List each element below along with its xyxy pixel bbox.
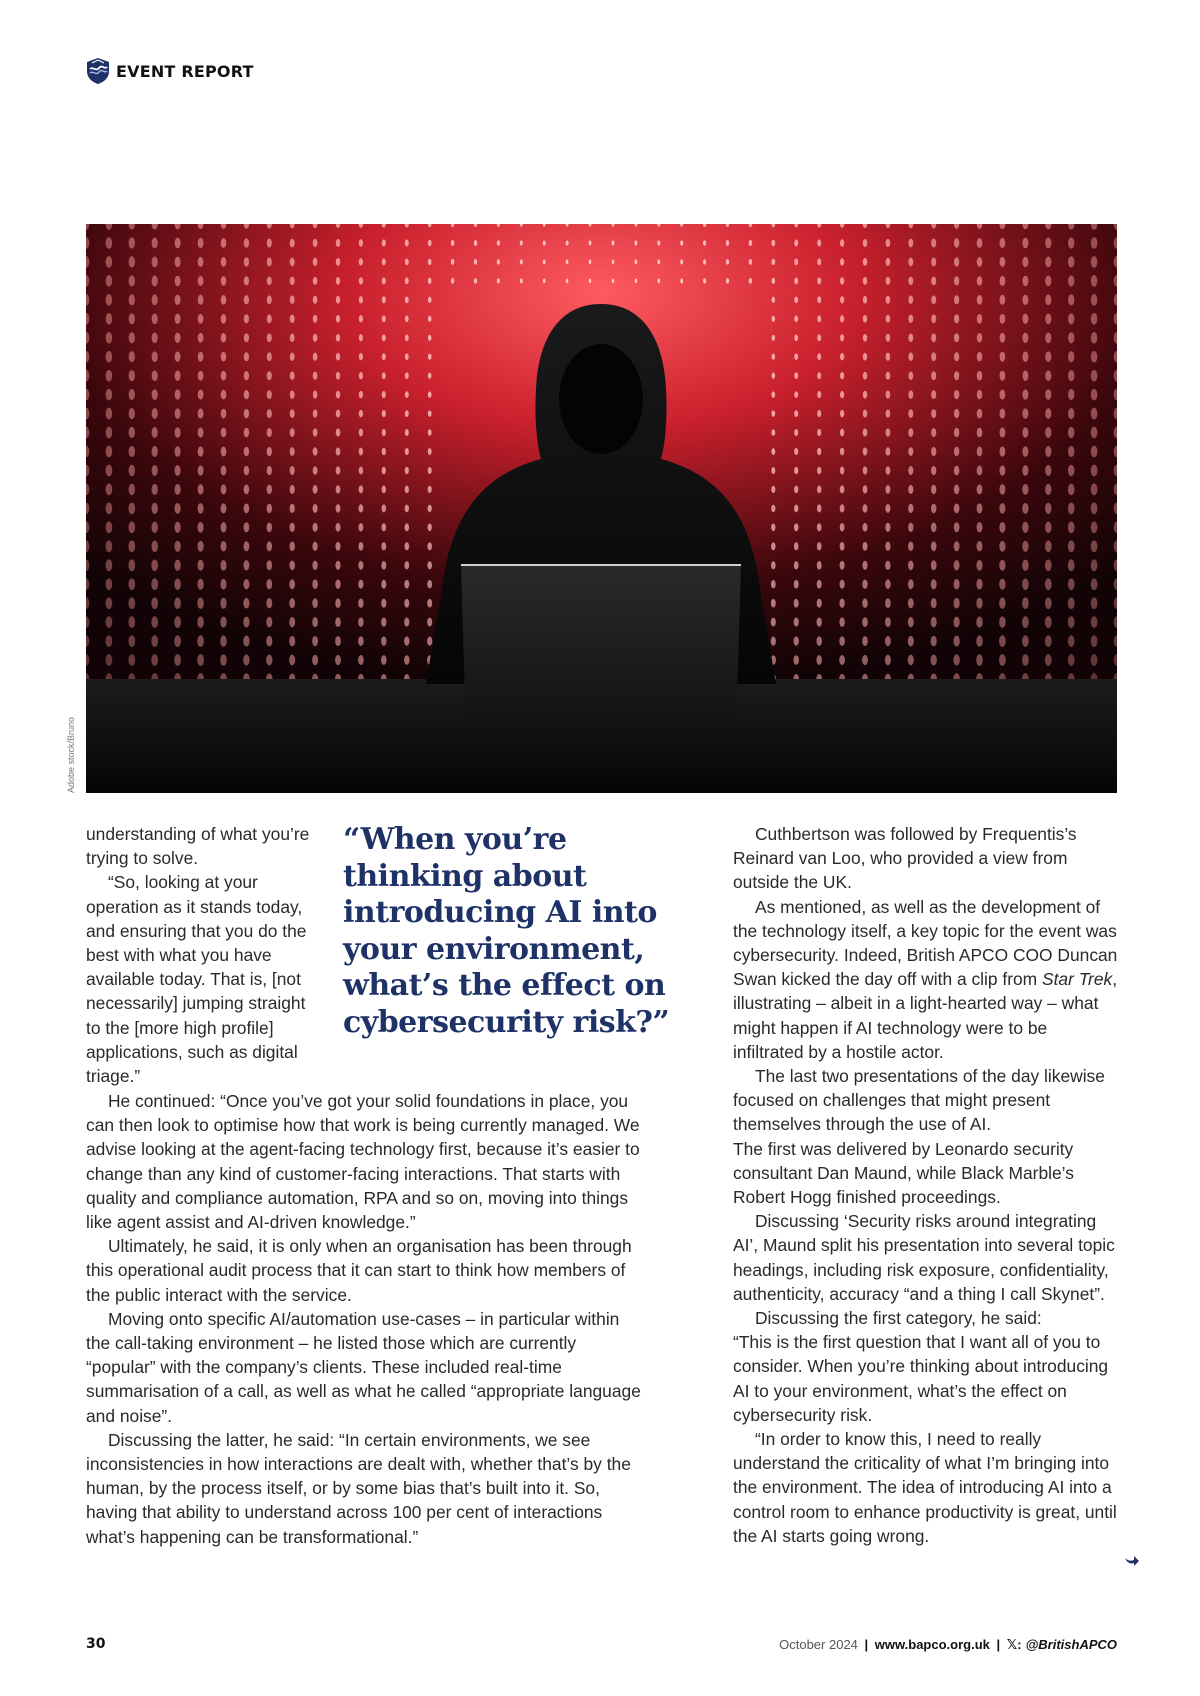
paragraph: Ultimately, he said, it is only when an organisation has been through this operational audit process that it can start to think how members of the public interact with the service.: [86, 1236, 632, 1305]
paragraph: “So, looking at your operation as it stands today, and ensuring that you do the best with what you have available today. That is, [not necessarily] jumping straight to the [more high profile] applications, such as digital triage.”: [86, 872, 307, 1087]
x-icon: 𝕏:: [1006, 1637, 1022, 1652]
page-number: 30: [86, 1636, 106, 1652]
paragraph: Discussing the latter, he said: “In certain environments, we see inconsistencies in how interactions are dealt with, whether that’s by the human, by the process itself, or by some bias that’s built into it. So, having that ability to understand across 100 per cent of interactions what’s happening can be transformational.”: [86, 1429, 631, 1547]
column-1-bottom: [86, 1089, 642, 1549]
paragraph: “This is the first question that I want all of you to consider. When you’re thinking about introducing AI to your environment, what’s the effect on cybersecurity risk.: [733, 1332, 1109, 1425]
section-header: [86, 57, 254, 85]
column-1-top: [86, 822, 322, 1088]
paragraph: He continued: “Once you’ve got your solid foundations in place, you can then look to optimise how that work is being currently managed. We advise looking at the agent-facing technology first, because it’s easier to change than any kind of customer-facing interactions. That starts with quality and compliance automation, RPA and so on, moving into things like agent assist and AI-driven knowledge.”: [86, 1091, 640, 1233]
paragraph: understanding of what you’re trying to solve.: [86, 824, 310, 869]
separator: |: [864, 1637, 869, 1652]
social-handle-link[interactable]: @BritishAPCO: [1025, 1637, 1117, 1652]
column-3: [733, 822, 1119, 1548]
hero-image: [86, 224, 1117, 793]
paragraph: [733, 895, 1119, 1064]
bapco-shield-icon: [86, 57, 110, 85]
paragraph: Discussing the first category, he said:: [755, 1308, 1042, 1329]
image-credit: Adobe stock/Bruno: [66, 716, 76, 793]
paragraph: “In order to know this, I need to really understand the criticality of what I’m bringing into the environment. The idea of introducing AI into a control room to enhance productivity is great, until the AI starts going wrong.: [733, 1429, 1117, 1546]
website-link[interactable]: www.bapco.org.uk: [874, 1637, 990, 1652]
paragraph: Cuthbertson was followed by Frequentis’s Reinard van Loo, who provided a view from outside the UK.: [733, 824, 1077, 893]
hooded-hacker-illustration: [86, 224, 1117, 793]
section-label: EVENT REPORT: [116, 61, 254, 81]
show-title: Star Trek: [1042, 969, 1113, 990]
paragraph-text: , illustrating – albeit in a light-hearted way – what might happen if AI technology were to be infiltrated by a hostile actor.: [733, 969, 1118, 1062]
pull-quote: “When you’re thinking about introducing AI into your environment, what’s the effect on cybersecurity risk?”: [343, 822, 670, 1040]
paragraph: The first was delivered by Leonardo security consultant Dan Maund, while Black Marble’s Robert Hogg finished proceedings.: [733, 1138, 1074, 1208]
paragraph-text: As mentioned, as well as the development of the technology itself, a key topic for the event was cybersecurity. Indeed, British APCO COO Duncan Swan kicked the day off with a clip from: [733, 896, 1118, 990]
footer-info: [779, 1637, 1117, 1653]
paragraph: The last two presentations of the day likewise focused on challenges that might present themselves through the use of AI.: [733, 1066, 1105, 1135]
paragraph: Moving onto specific AI/automation use-cases – in particular within the call-taking environment – he listed those which are currently “popular” with the company’s clients. These included real-time summarisation of a call, as well as what he called “appropriate language and noise”.: [86, 1308, 641, 1426]
issue-date: October 2024: [779, 1637, 858, 1652]
paragraph: Discussing ‘Security risks around integrating AI’, Maund split his presentation into several topic headings, including risk exposure, confidentiality, authenticity, accuracy “and a thing I call Skynet”.: [733, 1211, 1115, 1304]
continue-arrow-icon: [1124, 1553, 1140, 1567]
separator: |: [996, 1637, 1001, 1652]
